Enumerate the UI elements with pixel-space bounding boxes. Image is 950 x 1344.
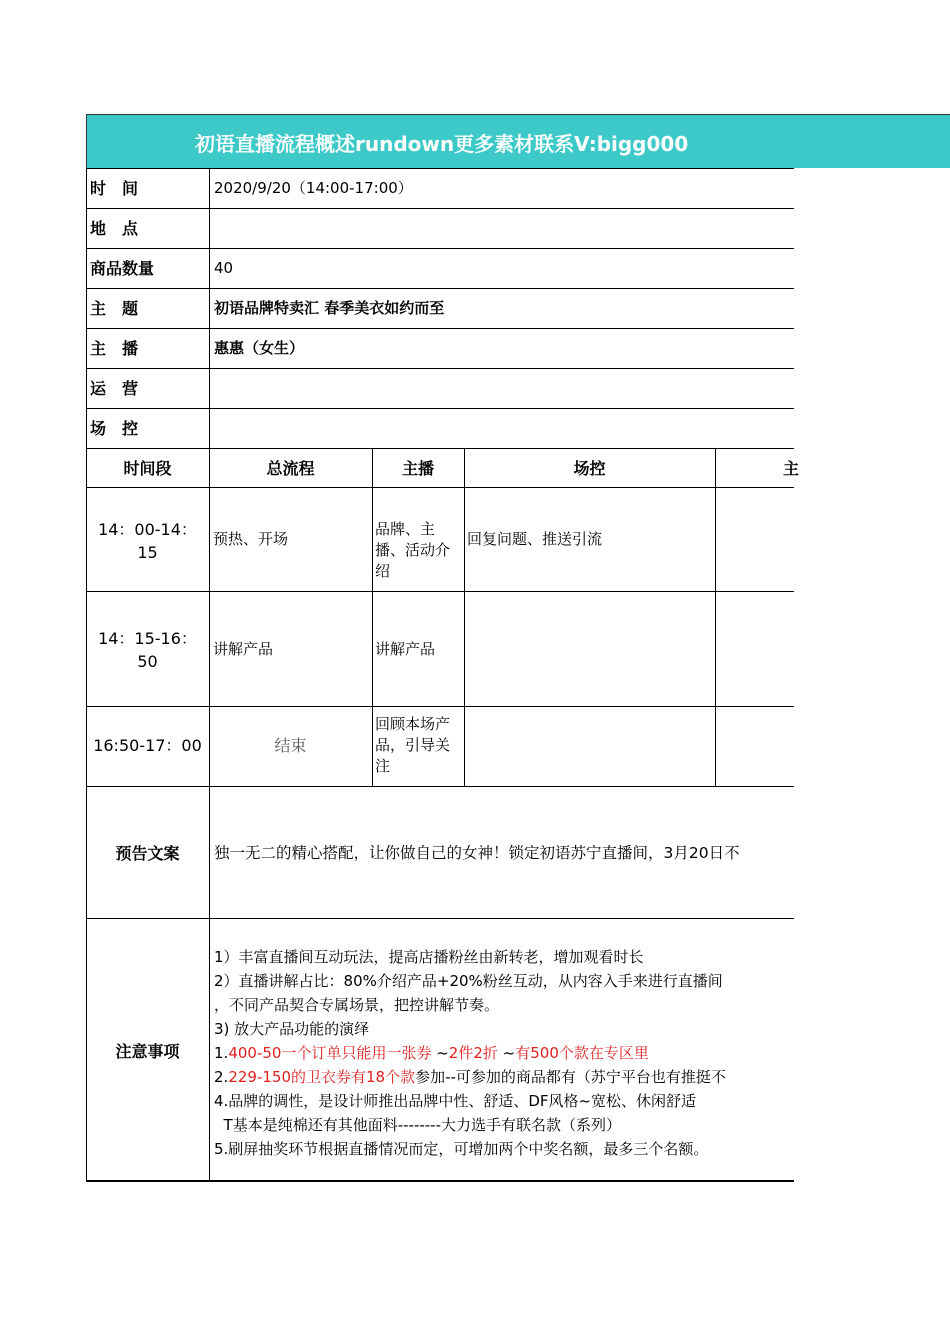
schedule-header-flow: 总流程 bbox=[266, 459, 315, 478]
schedule-host: 讲解产品 bbox=[375, 640, 436, 658]
notes-line: 5.刷屏抽奖环节根据直播情况而定，可增加两个中奖名额，最多三个名额。 bbox=[214, 1140, 709, 1158]
grid-line bbox=[464, 448, 465, 786]
schedule-header-control: 场控 bbox=[573, 459, 606, 478]
notes-line: 2）直播讲解占比：80%介绍产品+20%粉丝互动，从内容入手来进行直播间 bbox=[214, 972, 723, 990]
grid-line bbox=[86, 368, 794, 369]
grid-line bbox=[86, 248, 794, 249]
notes-line: T基本是纯棉还有其他面料--------大力选手有联名款（系列） bbox=[214, 1116, 622, 1134]
notes-highlight: 2件2折 bbox=[448, 1044, 498, 1062]
schedule-flow: 结束 bbox=[274, 736, 307, 755]
grid-line bbox=[86, 448, 794, 449]
notes-line: 3) 放大产品功能的演绎 bbox=[214, 1020, 370, 1038]
info-label-theme: 主 题 bbox=[90, 299, 139, 318]
page-title: 初语直播流程概述rundown更多素材联系V:bigg000 bbox=[195, 132, 689, 156]
notes-text: 1. bbox=[214, 1044, 229, 1062]
info-label-product-count: 商品数量 bbox=[90, 259, 155, 278]
notes-highlight: 有500个款在专区里 bbox=[515, 1044, 649, 1062]
grid-line bbox=[715, 448, 716, 786]
grid-line bbox=[86, 918, 794, 919]
schedule-time: 14：00-14：15 bbox=[98, 520, 197, 562]
schedule-flow: 讲解产品 bbox=[213, 640, 274, 658]
notes-text: ~ bbox=[497, 1044, 516, 1062]
notes-content bbox=[214, 945, 726, 1161]
info-label-control: 场 控 bbox=[90, 419, 139, 438]
notes-highlight: 229-150的卫衣券有18个款 bbox=[228, 1068, 416, 1086]
info-label-time: 时 间 bbox=[90, 179, 139, 198]
grid-line bbox=[86, 208, 794, 209]
notes-line bbox=[214, 1065, 726, 1089]
schedule-header-host: 主播 bbox=[401, 459, 434, 478]
notes-line: 1）丰富直播间互动玩法，提高店播粉丝由新转老，增加观看时长 bbox=[214, 948, 644, 966]
schedule-time: 14：15-16：50 bbox=[98, 629, 197, 671]
grid-line bbox=[86, 487, 794, 488]
grid-line bbox=[86, 706, 794, 707]
grid-line bbox=[86, 786, 794, 787]
grid-line bbox=[86, 1180, 794, 1182]
notes-line bbox=[214, 1041, 726, 1065]
info-value-time: 2020/9/20（14:00-17:00） bbox=[214, 179, 413, 197]
notes-text: ~ bbox=[431, 1044, 449, 1062]
grid-line bbox=[86, 328, 794, 329]
notes-label: 注意事项 bbox=[115, 1042, 180, 1061]
notes-line: 4.品牌的调性，是设计师推出品牌中性、舒适、DF风格~宽松、休闲舒适 bbox=[214, 1092, 697, 1110]
grid-line bbox=[86, 288, 794, 289]
info-value-product-count: 40 bbox=[214, 259, 234, 277]
grid-line bbox=[86, 591, 794, 592]
schedule-host: 回顾本场产品，引导关注 bbox=[375, 715, 451, 775]
schedule-host: 品牌、主播、活动介绍 bbox=[375, 520, 451, 580]
grid-line bbox=[209, 168, 210, 1182]
schedule-header-truncated: 主 bbox=[783, 459, 800, 478]
info-value-host: 惠惠（女生） bbox=[214, 339, 305, 357]
notes-line: ，不同产品契合专属场景，把控讲解节奏。 bbox=[214, 996, 500, 1014]
preview-label: 预告文案 bbox=[115, 844, 180, 863]
schedule-control: 回复问题、推送引流 bbox=[467, 530, 603, 548]
schedule-header-time: 时间段 bbox=[123, 459, 172, 478]
schedule-time: 16:50-17：00 bbox=[93, 736, 202, 755]
grid-line bbox=[372, 448, 373, 786]
notes-text: 2. bbox=[214, 1068, 229, 1086]
info-label-host: 主 播 bbox=[90, 339, 139, 358]
info-label-location: 地 点 bbox=[90, 219, 139, 238]
schedule-flow: 预热、开场 bbox=[213, 530, 289, 548]
grid-line bbox=[86, 168, 794, 169]
notes-highlight: 400-50一个订单只能用一张券 bbox=[228, 1044, 432, 1062]
info-label-operations: 运 营 bbox=[90, 379, 139, 398]
grid-line bbox=[86, 168, 87, 1182]
preview-text: 独一无二的精心搭配，让你做自己的女神！锁定初语苏宁直播间，3月20日不 bbox=[214, 844, 740, 862]
title-bar bbox=[86, 114, 950, 168]
grid-line bbox=[86, 408, 794, 409]
notes-text: 参加--可参加的商品都有（苏宁平台也有推挺不 bbox=[415, 1068, 726, 1086]
info-value-theme: 初语品牌特卖汇 春季美衣如约而至 bbox=[214, 299, 445, 317]
rundown-table bbox=[86, 168, 800, 1182]
